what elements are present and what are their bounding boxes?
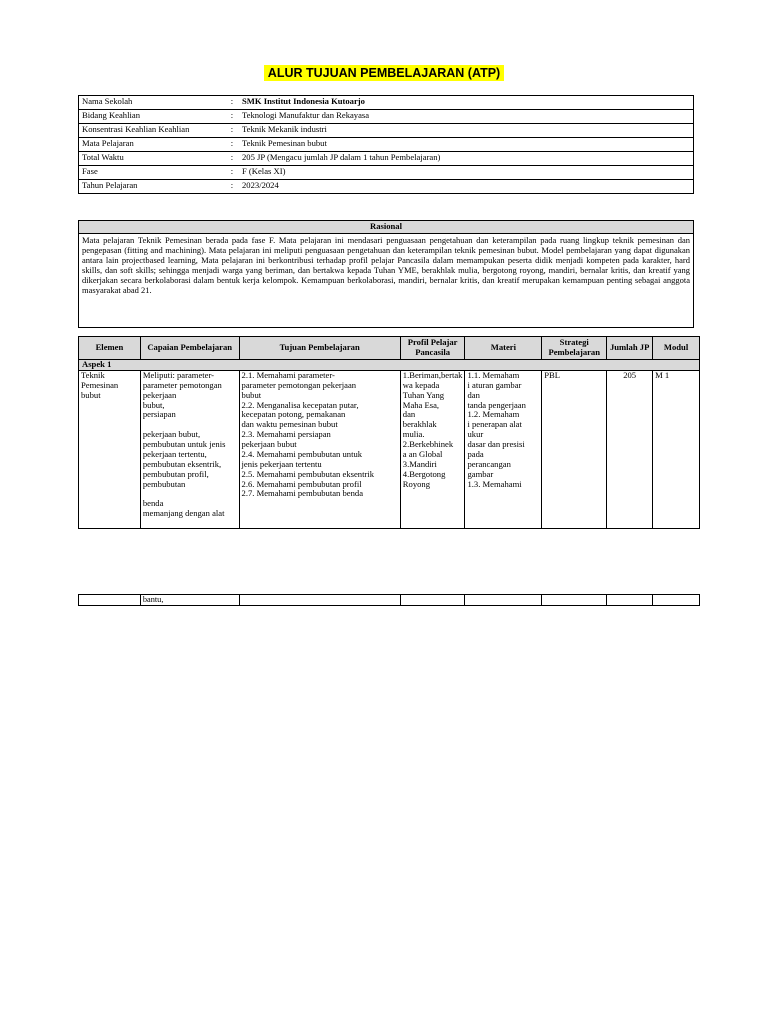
info-row — [79, 152, 694, 166]
info-row — [79, 138, 694, 152]
cell-line: 4.Bergotong — [402, 468, 446, 479]
cont-cell-profil — [401, 595, 465, 606]
info-label: Bidang Keahlian — [79, 110, 226, 124]
cell-line: bubut — [81, 389, 101, 400]
cell-line: Pemesinan — [81, 379, 119, 390]
info-label: Mata Pelajaran — [79, 138, 226, 152]
cell-line: pekerjaan bubut — [241, 439, 297, 449]
cell-line: dasar dan presisi — [467, 439, 525, 449]
cell-line: Maha Esa, — [402, 399, 440, 410]
cont-cell-jp — [607, 595, 653, 606]
cell-line: pekerjaan tertentu, — [142, 448, 207, 459]
cell-capaian — [140, 370, 239, 528]
info-value: SMK Institut Indonesia Kutoarjo — [239, 96, 694, 110]
cell-line: parameter pemotongan — [142, 379, 222, 390]
cell-line: 2.5. Memahami pembubutan eksentrik — [241, 468, 375, 479]
cell-line: i aturan gambar — [467, 379, 522, 390]
aspek-label: Aspek 1 — [79, 360, 700, 371]
cell-line: 2.Berkebhinek — [402, 439, 454, 449]
cell-strategi: PBL — [542, 370, 607, 528]
cell-profil — [400, 370, 465, 528]
cell-line: 2.6. Memahami pembubutan profil — [241, 478, 362, 489]
cell-line: 1.1. Memaham — [467, 369, 520, 380]
cell-line: tanda pengerjaan — [467, 399, 526, 410]
cell-line: Royong — [402, 478, 431, 489]
info-label: Total Waktu — [79, 152, 226, 166]
header-capaian: Capaian Pembelajaran — [140, 337, 239, 360]
info-label: Nama Sekolah — [79, 96, 226, 110]
cell-line: berakhlak — [402, 419, 437, 430]
aspek-row — [79, 360, 700, 371]
header-modul: Modul — [653, 337, 700, 360]
atp-table — [78, 336, 700, 529]
cell-line: benda — [142, 498, 164, 509]
continuation-row — [79, 595, 700, 606]
info-colon: : — [225, 124, 239, 138]
info-colon: : — [225, 152, 239, 166]
cell-line: perancangan — [467, 458, 511, 469]
info-value: 2023/2024 — [239, 180, 694, 194]
header-elemen: Elemen — [79, 337, 141, 360]
info-table — [78, 95, 694, 194]
cell-line: 1.2. Memaham — [467, 409, 520, 420]
info-row — [79, 124, 694, 138]
rasional-text: Mata pelajaran Teknik Pemesinan berada pada fase F. Mata pelajaran ini mendasari penguasaan pengetahuan dan keterampilan pada ruang lingkup teknik pemesinan dan pengepasan (fitting and machining). Mata pelajaran ini meliputi penguasaan pengetahuan dan keterampilan teknik pemesinan bubut. Model pembelajaran yang dapat digunakan antara lain projectbased learning, Mata pelajaran ini berkontribusi terhadap profil pelajar Pancasila dalam memampukan peserta didik menjadi kompeten pada karakter, hard skills, dan soft skills; sehingga menjadi warga yang beriman, dan bertakwa kepada Tuhan YME, berakhlak mulia, bergotong royong, mandiri, bernalar kritis, dan kreatif yang dikerjakan secara berkolaborasi dalam bentuk kerja kelompok. Kemampuan berkolaborasi, mandiri, bernalar kritis, dan kreatif merupakan kemampuan penting sebagai anggota masyarakat abad 21. — [79, 233, 694, 327]
cont-cell-tujuan — [239, 595, 401, 606]
info-row — [79, 110, 694, 124]
info-label: Tahun Pelajaran — [79, 180, 226, 194]
cell-line: a an Global — [402, 448, 443, 459]
cell-line: 2.1. Memahami parameter- — [241, 369, 335, 380]
info-label: Konsentrasi Keahlian Keahlian — [79, 124, 226, 138]
cell-line: 1.3. Memahami — [467, 478, 522, 489]
cell-line: bubut, — [142, 399, 165, 410]
cell-line: 2.4. Memahami pembubutan untuk — [241, 448, 363, 459]
info-value: F (Kelas XI) — [239, 166, 694, 180]
cell-line: pekerjaan bubut, — [142, 429, 201, 440]
header-strategi: Strategi Pembelajaran — [542, 337, 607, 360]
cell-modul: M 1 — [653, 370, 700, 528]
cont-cell-strategi — [542, 595, 607, 606]
cell-line: mulia. — [402, 429, 425, 440]
cell-line: bubut — [241, 389, 262, 400]
info-value: Teknik Pemesinan bubut — [239, 138, 694, 152]
cell-jp: 205 — [607, 370, 653, 528]
table-row — [79, 370, 700, 528]
cell-line: dan — [402, 409, 416, 420]
header-profil: Profil Pelajar Pancasila — [400, 337, 465, 360]
cell-line: 1.Beriman,bertak — [402, 369, 463, 380]
rasional-heading: Rasional — [79, 221, 694, 234]
cell-line: pembubutan eksentrik, — [142, 458, 222, 469]
cont-cell-materi — [465, 595, 542, 606]
cell-line: persiapan — [142, 409, 176, 420]
cell-line: pada — [467, 448, 484, 459]
cell-line: memanjang dengan alat — [142, 508, 225, 519]
cell-line: pembubutan — [142, 478, 186, 489]
cell-line: i penerapan alat — [467, 419, 522, 430]
info-colon: : — [225, 110, 239, 124]
cell-line: kecepatan potong, pemakanan — [241, 409, 346, 420]
info-row — [79, 96, 694, 110]
cell-line: pembubutan untuk jenis — [142, 439, 226, 449]
cell-line: wa kepada — [402, 379, 440, 390]
rasional-table — [78, 220, 694, 328]
info-colon: : — [225, 166, 239, 180]
info-row — [79, 180, 694, 194]
cell-line: Teknik — [81, 369, 105, 380]
info-row — [79, 166, 694, 180]
cont-cell-capaian: bantu, — [140, 595, 239, 606]
header-tujuan: Tujuan Pembelajaran — [239, 337, 400, 360]
cell-elemen — [79, 370, 141, 528]
continuation-table — [78, 594, 700, 606]
cell-line: jenis pekerjaan tertentu — [241, 458, 322, 469]
cell-line: 2.7. Memahami pembubutan benda — [241, 488, 364, 499]
info-colon: : — [225, 96, 239, 110]
table-header-row — [79, 337, 700, 360]
info-label: Fase — [79, 166, 226, 180]
cell-line: ukur — [467, 429, 484, 440]
info-colon: : — [225, 138, 239, 152]
cell-line: dan — [467, 389, 480, 400]
info-value: Teknologi Manufaktur dan Rekayasa — [239, 110, 694, 124]
cell-line: Tuhan Yang — [402, 389, 445, 400]
cont-cell-elemen — [79, 595, 141, 606]
header-jp: Jumlah JP — [607, 337, 653, 360]
cell-line: dan waktu pemesinan bubut — [241, 419, 338, 430]
cell-line: pembubutan profil, — [142, 468, 209, 479]
cell-line: parameter pemotongan pekerjaan — [241, 379, 357, 390]
cell-materi — [465, 370, 542, 528]
cell-line: 2.3. Memahami persiapan — [241, 429, 331, 440]
cell-line: 2.2. Menganalisa kecepatan putar, — [241, 399, 359, 410]
cont-cell-modul — [653, 595, 700, 606]
cell-line: pekerjaan — [142, 389, 177, 400]
cell-line: gambar — [467, 468, 494, 479]
cell-line: Meliputi: parameter- — [142, 369, 215, 380]
cell-tujuan — [239, 370, 400, 528]
header-materi: Materi — [465, 337, 542, 360]
title-wrap — [0, 64, 768, 82]
info-value: Teknik Mekanik industri — [239, 124, 694, 138]
page-title: ALUR TUJUAN PEMBELAJARAN (ATP) — [264, 65, 504, 81]
info-value: 205 JP (Mengacu jumlah JP dalam 1 tahun Pembelajaran) — [239, 152, 694, 166]
info-colon: : — [225, 180, 239, 194]
cell-line: 3.Mandiri — [402, 458, 437, 469]
